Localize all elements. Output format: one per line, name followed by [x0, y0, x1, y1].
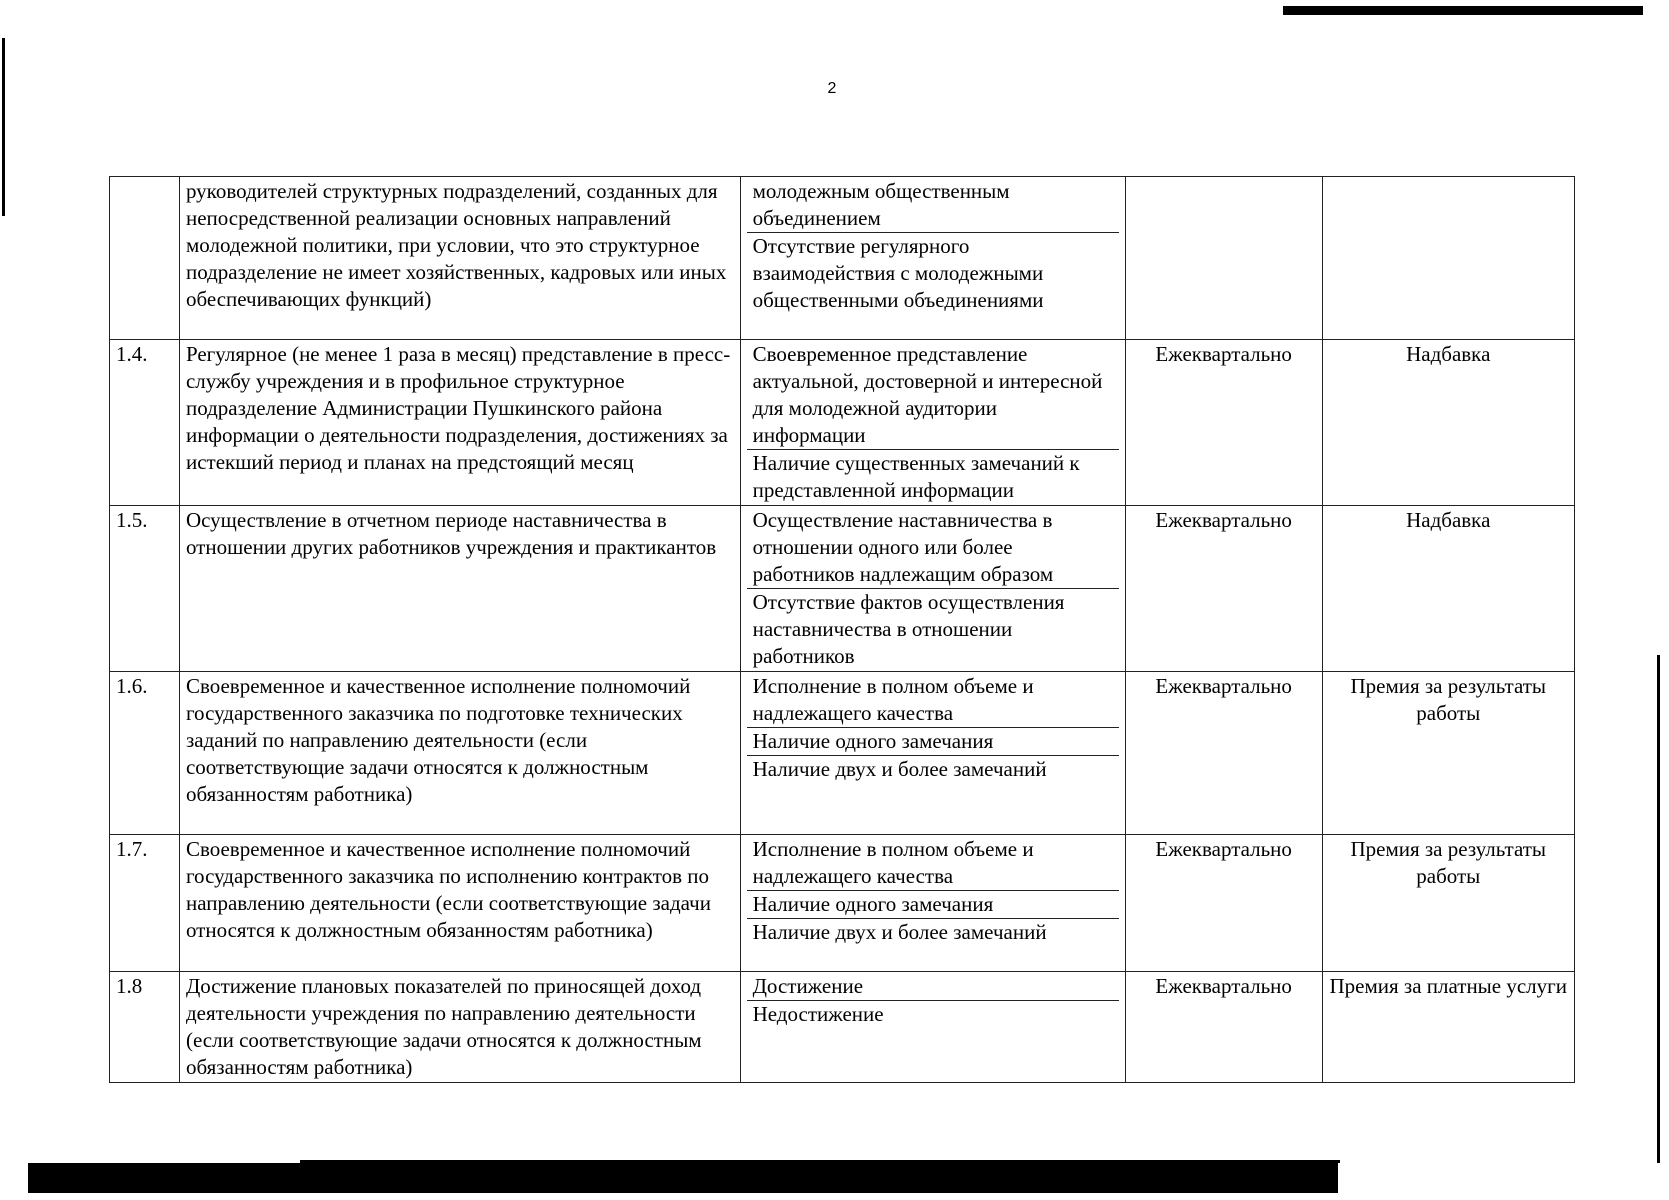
row-number: 1.8 [110, 972, 180, 1083]
table-row [110, 506, 1575, 672]
row-description: Достижение плановых показателей по приносящей доход деятельности учреждения по направлению деятельности (если соответствующие задачи относятся к должностным обязанностям работника) [179, 972, 740, 1083]
row-payment: Премия за платные услуги [1322, 972, 1574, 1083]
table-row [110, 177, 1575, 340]
row-criteria [740, 177, 1125, 340]
criterion: Наличие одного замечания [747, 727, 1119, 755]
row-payment: Надбавка [1322, 340, 1574, 506]
criterion: Наличие одного замечания [747, 890, 1119, 918]
row-description: Регулярное (не менее 1 раза в месяц) представление в пресс-службу учреждения и в профильное структурное подразделение Администрации Пушкинского района информации о деятельности подразделения, достижениях за истекший период и планах на предстоящий месяц [179, 340, 740, 506]
row-criteria [740, 340, 1125, 506]
scan-border-mark [2, 38, 5, 216]
scan-border-mark [1283, 6, 1643, 15]
table-row [110, 972, 1575, 1083]
criterion: Недостижение [747, 1000, 1119, 1028]
row-payment [1322, 177, 1574, 340]
criterion: молодежным общественным объединением [752, 179, 1010, 230]
row-description: руководителей структурных подразделений, созданных для непосредственной реализации основных направлений молодежной политики, при условии, что это структурное подразделение не имеет хозяйственных, кадровых или иных обеспечивающих функций) [179, 177, 740, 340]
criterion: Исполнение в полном объеме и надлежащего качества [752, 837, 1034, 888]
row-number: 1.5. [110, 506, 180, 672]
row-criteria [740, 506, 1125, 672]
row-criteria [740, 672, 1125, 835]
row-number: 1.6. [110, 672, 180, 835]
criterion: Осуществление наставничества в отношении одного или более работников надлежащим образом [752, 508, 1054, 586]
criterion: Своевременное представление актуальной, достоверной и интересной для молодежной аудитории информации [752, 342, 1103, 447]
scan-border-mark [1657, 655, 1660, 1163]
row-period: Ежеквартально [1125, 835, 1322, 972]
criterion: Наличие двух и более замечаний [747, 918, 1119, 946]
row-period: Ежеквартально [1125, 340, 1322, 506]
row-number: 1.7. [110, 835, 180, 972]
row-payment: Надбавка [1322, 506, 1574, 672]
criterion: Наличие существенных замечаний к представленной информации [747, 449, 1119, 504]
criterion: Отсутствие фактов осуществления наставничества в отношении работников [747, 588, 1119, 670]
criterion: Наличие двух и более замечаний [747, 755, 1119, 783]
row-payment: Премия за результаты работы [1322, 835, 1574, 972]
table-row [110, 835, 1575, 972]
row-period: Ежеквартально [1125, 672, 1322, 835]
row-period: Ежеквартально [1125, 506, 1322, 672]
row-number: 1.4. [110, 340, 180, 506]
page-number: 2 [827, 80, 837, 97]
row-criteria [740, 835, 1125, 972]
row-period [1125, 177, 1322, 340]
row-description: Осуществление в отчетном периоде наставничества в отношении других работников учреждения и практикантов [179, 506, 740, 672]
criterion: Достижение [752, 974, 864, 998]
row-period: Ежеквартально [1125, 972, 1322, 1083]
criterion: Отсутствие регулярного взаимодействия с молодежными общественными объединениями [747, 232, 1119, 314]
row-description: Своевременное и качественное исполнение полномочий государственного заказчика по исполнению контрактов по направлению деятельности (если соответствующие задачи относятся к должностным обязанностям работника) [179, 835, 740, 972]
table-row [110, 340, 1575, 506]
criteria-table [109, 176, 1575, 1083]
criterion: Исполнение в полном объеме и надлежащего качества [752, 674, 1034, 725]
row-number [110, 177, 180, 340]
scan-border-mark [28, 1163, 1338, 1193]
row-criteria [740, 972, 1125, 1083]
row-payment: Премия за результаты работы [1322, 672, 1574, 835]
table-row [110, 672, 1575, 835]
row-description: Своевременное и качественное исполнение полномочий государственного заказчика по подготовке технических заданий по направлению деятельности (если соответствующие задачи относятся к должностным обязанностям работника) [179, 672, 740, 835]
